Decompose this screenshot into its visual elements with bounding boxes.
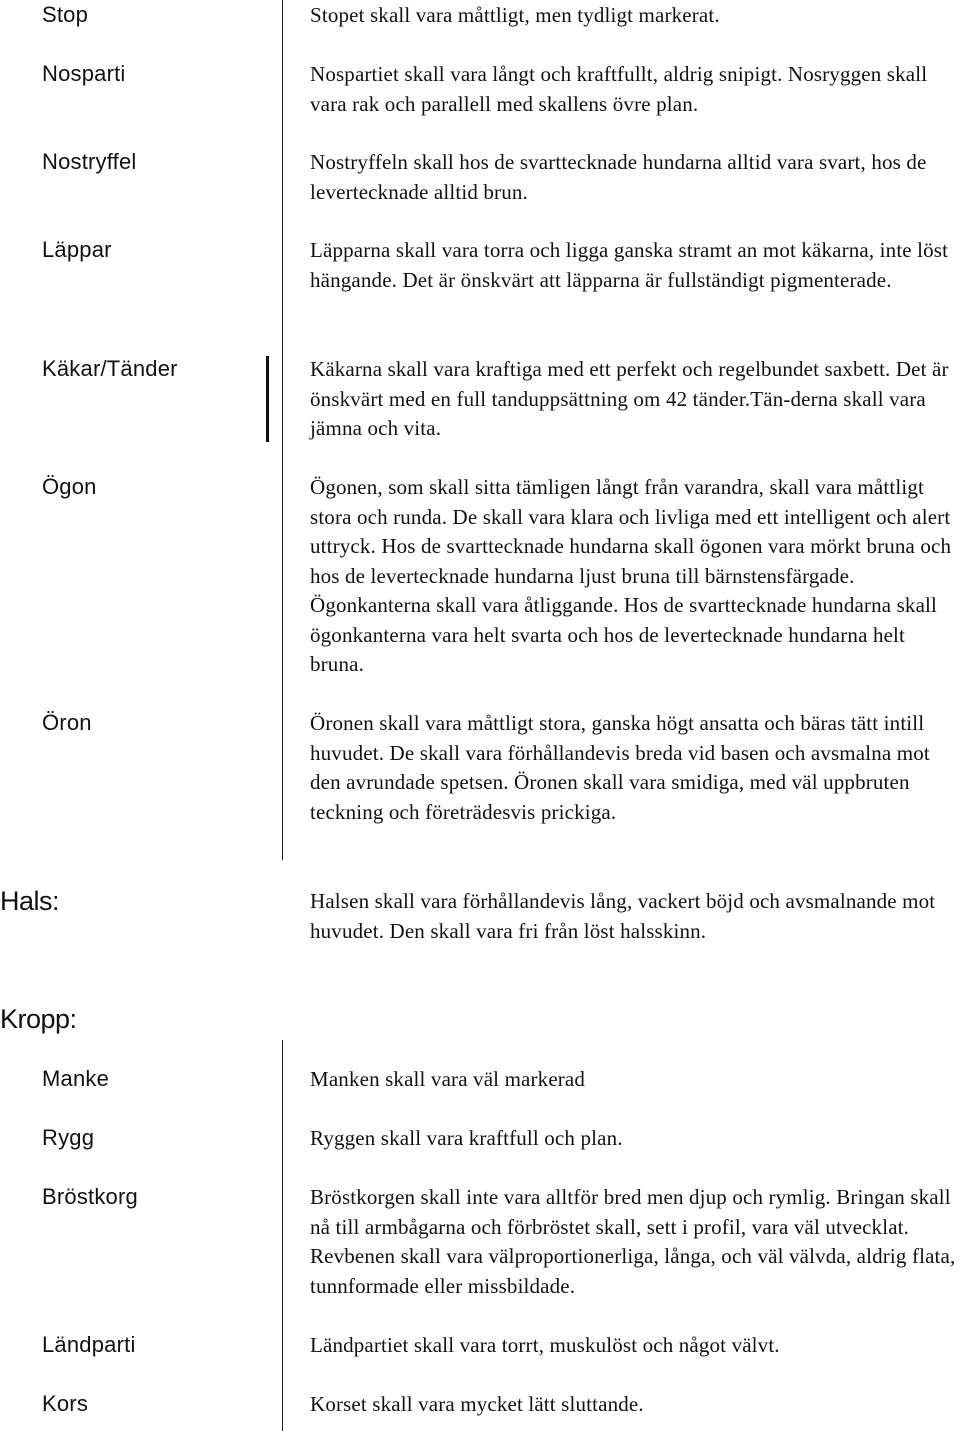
label-nosparti: Nosparti — [42, 61, 126, 86]
label-nostryffel: Nostryffel — [42, 149, 137, 174]
text-stop: Stopet skall vara måttligt, men tydligt markerat. — [310, 3, 720, 27]
label-manke: Manke — [42, 1066, 110, 1091]
text-rygg: Ryggen skall vara kraftfull och plan. — [310, 1126, 623, 1150]
column-divider-top — [282, 0, 283, 860]
heading-kropp: Kropp: — [0, 1004, 77, 1034]
text-oron: Öronen skall vara måttligt stora, ganska högt ansatta och bäras tätt intill huvudet. De skall vara förhållandevis breda vid basen och avsmalna mot den avrundade spetsen. Öronen skall vara smidiga, med väl uppbruten teckning och företrädesvis prickiga. — [310, 711, 930, 824]
text-nostryffel: Nostryffeln skall hos de svarttecknade hundarna alltid vara svart, hos de levertecknade alltid brun. — [310, 150, 927, 204]
heading-hals: Hals: — [0, 886, 60, 916]
label-kors: Kors — [42, 1391, 89, 1416]
label-brostkorg: Bröstkorg — [42, 1184, 138, 1209]
label-landparti: Ländparti — [42, 1332, 136, 1357]
label-kakar-tander: Käkar/Tänder — [42, 356, 178, 381]
text-ogon: Ögonen, som skall sitta tämligen långt från varandra, skall vara måttligt stora och runda. De skall vara klara och livliga med ett intelligent och alert uttryck. Hos de svarttecknade hundarna skall ögonen vara mörkt bruna och hos de levertecknade hundarna ljust bruna till bärnstensfärgade. Ögonkanterna skall vara åtliggande. Hos de svarttecknade hundarna skall ögonkanterna vara helt svarta och hos de levertecknade hundarna helt bruna. — [310, 475, 952, 676]
label-oron: Öron — [42, 710, 92, 735]
text-kakar-tander: Käkarna skall vara kraftiga med ett perfekt och regelbundet saxbett. Det är önskvärt med en full tanduppsättning om 42 tänder.Tän-derna skall vara jämna och vita. — [310, 357, 949, 440]
column-divider-bottom — [282, 1040, 283, 1431]
text-brostkorg: Bröstkorgen skall inte vara alltför bred men djup och rymlig. Bringan skall nå till armbågarna och förbröstet skall, sett i profil, vara väl utvecklat. Revbenen skall vara välproportionerliga, långa, och väl välvda, aldrig flata, tunnformade eller missbildade. — [310, 1185, 956, 1298]
label-rygg: Rygg — [42, 1125, 95, 1150]
margin-change-bar — [266, 356, 269, 442]
text-manke: Manken skall vara väl markerad — [310, 1067, 586, 1091]
label-stop: Stop — [42, 2, 89, 27]
text-nosparti: Nospartiet skall vara långt och kraftfullt, aldrig snipigt. Nosryggen skall vara rak och parallell med skallens övre plan. — [310, 62, 928, 116]
label-lappar: Läppar — [42, 237, 112, 262]
label-ogon: Ögon — [42, 474, 97, 499]
text-kors: Korset skall vara mycket lätt sluttande. — [310, 1392, 644, 1416]
text-landparti: Ländpartiet skall vara torrt, muskulöst och något välvt. — [310, 1333, 780, 1357]
text-hals: Halsen skall vara förhållandevis lång, vackert böjd och avsmalnande mot huvudet. Den skall vara fri från löst halsskinn. — [310, 889, 936, 943]
text-lappar: Läpparna skall vara torra och ligga ganska stramt an mot käkarna, inte löst hängande. Det är önskvärt att läpparna är fullständigt pigmenterade. — [310, 238, 949, 292]
